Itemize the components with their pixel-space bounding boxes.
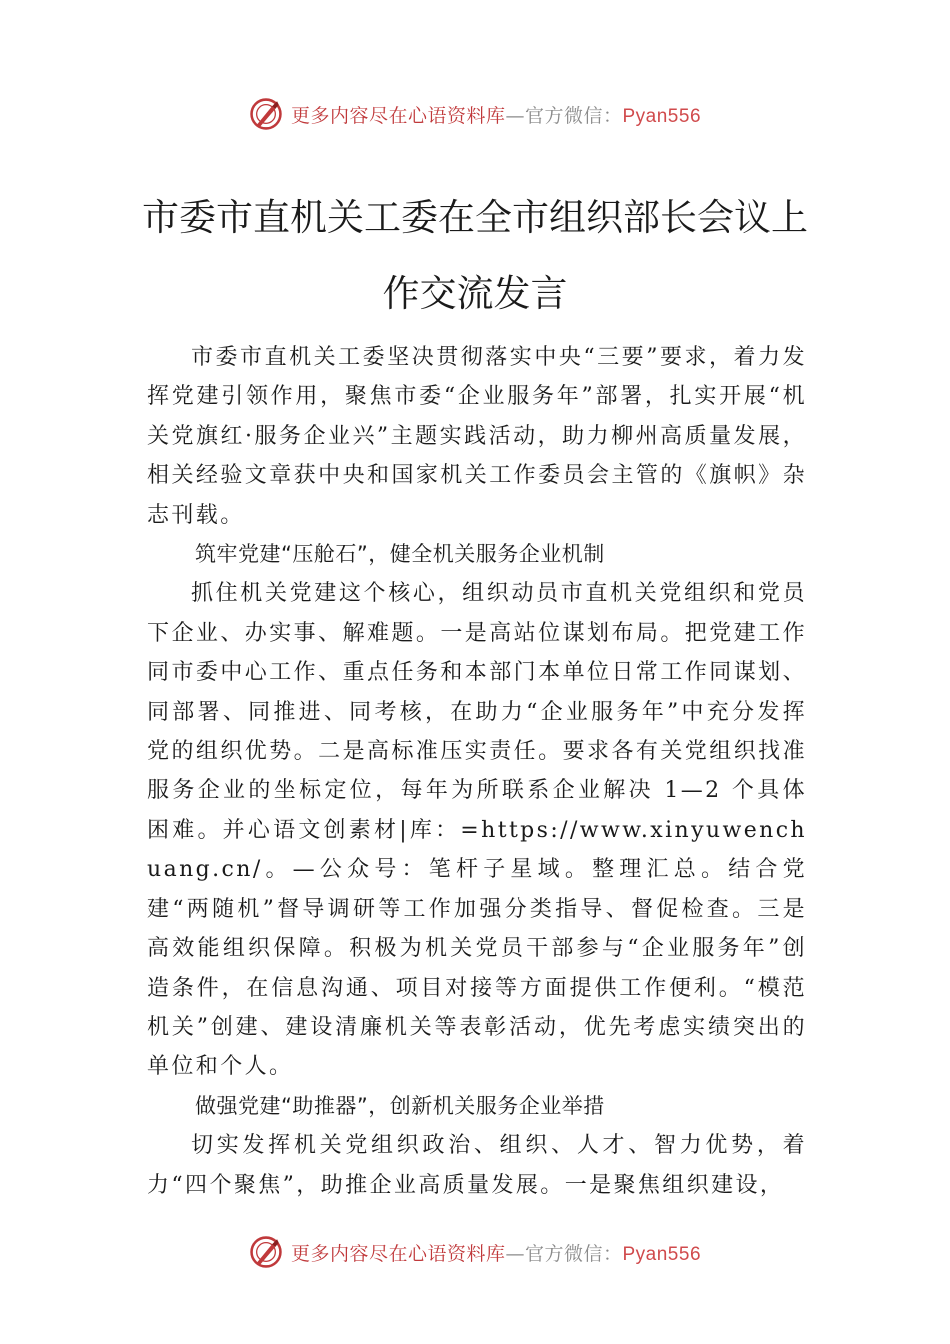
watermark-main-text: 更多内容尽在心语资料库 bbox=[290, 104, 506, 127]
watermark-wechat-label: 官方微信： bbox=[524, 1242, 623, 1265]
quill-pen-logo-icon bbox=[249, 97, 283, 131]
footer-watermark bbox=[0, 1232, 950, 1272]
watermark-main-text: 更多内容尽在心语资料库 bbox=[290, 1242, 506, 1265]
watermark-separator: — bbox=[505, 104, 525, 127]
title-line-2: 作交流发言 bbox=[382, 272, 568, 315]
section-heading-1: 筑牢党建“压舱石”，健全机关服务企业机制 bbox=[195, 542, 605, 567]
watermark-wechat-id: Pyan556 bbox=[622, 1243, 702, 1265]
section-heading-2: 做强党建“助推器”，创新机关服务企业举措 bbox=[195, 1093, 605, 1118]
watermark-text bbox=[291, 1239, 701, 1266]
quill-pen-logo-icon bbox=[249, 1235, 283, 1269]
watermark-wechat-id: Pyan556 bbox=[622, 105, 702, 127]
watermark-separator: — bbox=[505, 1242, 525, 1265]
header-watermark bbox=[0, 94, 950, 134]
section-1-paragraph: 抓住机关党建这个核心，组织动员市直机关党组织和党员下企业、办实事、解难题。一是高站位谋划布局。把党建工作同市委中心工作、重点任务和本部门本单位日常工作同谋划、同部署、同推进、同考核，在助力“企业服务年”中充分发挥党的组织优势。二是高标准压实责任。要求各有关党组织找准服务企业的坐标定位，每年为所联系企业解决 1—2 个具体困难。并心语文创素材|库：=https://www.xinyuwenchuang.cn/。—公众号：笔杆子星域。整理汇总。结合党建“两随机”督导调研等工作加强分类指导、督促检查。三是高效能组织保障。积极为机关党员干部参与“企业服务年”创造条件，在信息沟通、项目对接等方面提供工作便利。“模范机关”创建、建设清廉机关等表彰活动，优先考虑实绩突出的单位和个人。 bbox=[147, 581, 807, 1080]
watermark-wechat-label: 官方微信： bbox=[524, 104, 623, 127]
section-2-paragraph: 切实发挥机关党组织政治、组织、人才、智力优势，着力“四个聚焦”，助推企业高质量发展。一是聚焦组织建设， bbox=[147, 1133, 807, 1198]
title-line-1: 市委市直机关工委在全市组织部长会议上 bbox=[142, 196, 808, 239]
document-body bbox=[147, 338, 807, 1205]
document-title bbox=[100, 180, 850, 332]
intro-paragraph: 市委市直机关工委坚决贯彻落实中央“三要”要求，着力发挥党建引领作用，聚焦市委“企业服务年”部署，扎实开展“机关党旗红·服务企业兴”主题实践活动，助力柳州高质量发展，相关经验文章获中央和国家机关工作委员会主管的《旗帜》杂志刊载。 bbox=[147, 345, 807, 528]
watermark-text bbox=[291, 101, 701, 128]
